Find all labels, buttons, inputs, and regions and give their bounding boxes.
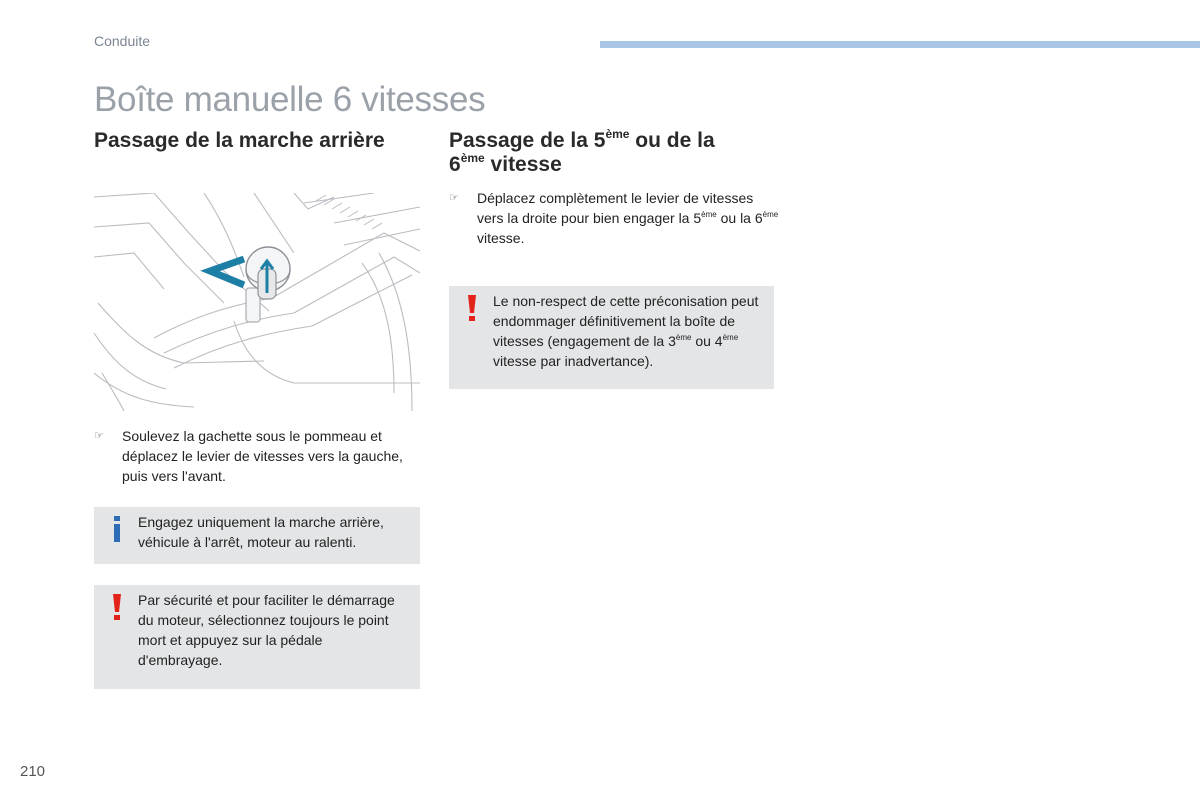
info-icon: [110, 515, 124, 543]
fifth-sixth-instruction: ☞ Déplacez complètement le levier de vitesses vers la droite pour bien engager la 5ème ou la 6ème vitesse.: [449, 190, 779, 246]
warning-note: Par sécurité et pour faciliter le démarrage du moteur, sélectionnez toujours le point mort et appuyez sur la pédale d'embrayage.: [94, 585, 420, 689]
exclamation-icon: [465, 294, 479, 322]
page-number: 210: [20, 763, 46, 780]
page-title: Boîte manuelle 6 vitesses: [94, 80, 486, 119]
reverse-instruction: ☞ Soulevez la gachette sous le pommeau et déplacez le levier de vitesses vers la gauche, puis vers l'avant.: [94, 428, 403, 484]
info-note: Engagez uniquement la marche arrière, véhicule à l'arrêt, moteur au ralenti.: [94, 507, 420, 564]
pointing-hand-icon: ☞: [94, 430, 104, 442]
exclamation-icon: [110, 593, 124, 621]
gearbox-warning-note: Le non-respect de cette préconisation peut endommager définitivement la boîte de vitesses (engagement de la 3ème ou 4ème vitesse par inadvertance).: [449, 286, 774, 389]
section-label: Conduite: [94, 33, 151, 49]
reverse-gear-heading: Passage de la marche arrière: [94, 129, 385, 152]
gear-lever-illustration: [94, 193, 420, 411]
header-accent-bar: [600, 41, 1200, 48]
pointing-hand-icon: ☞: [449, 192, 459, 204]
fifth-sixth-gear-heading: Passage de la 5ème ou de la 6ème vitesse: [449, 127, 715, 176]
